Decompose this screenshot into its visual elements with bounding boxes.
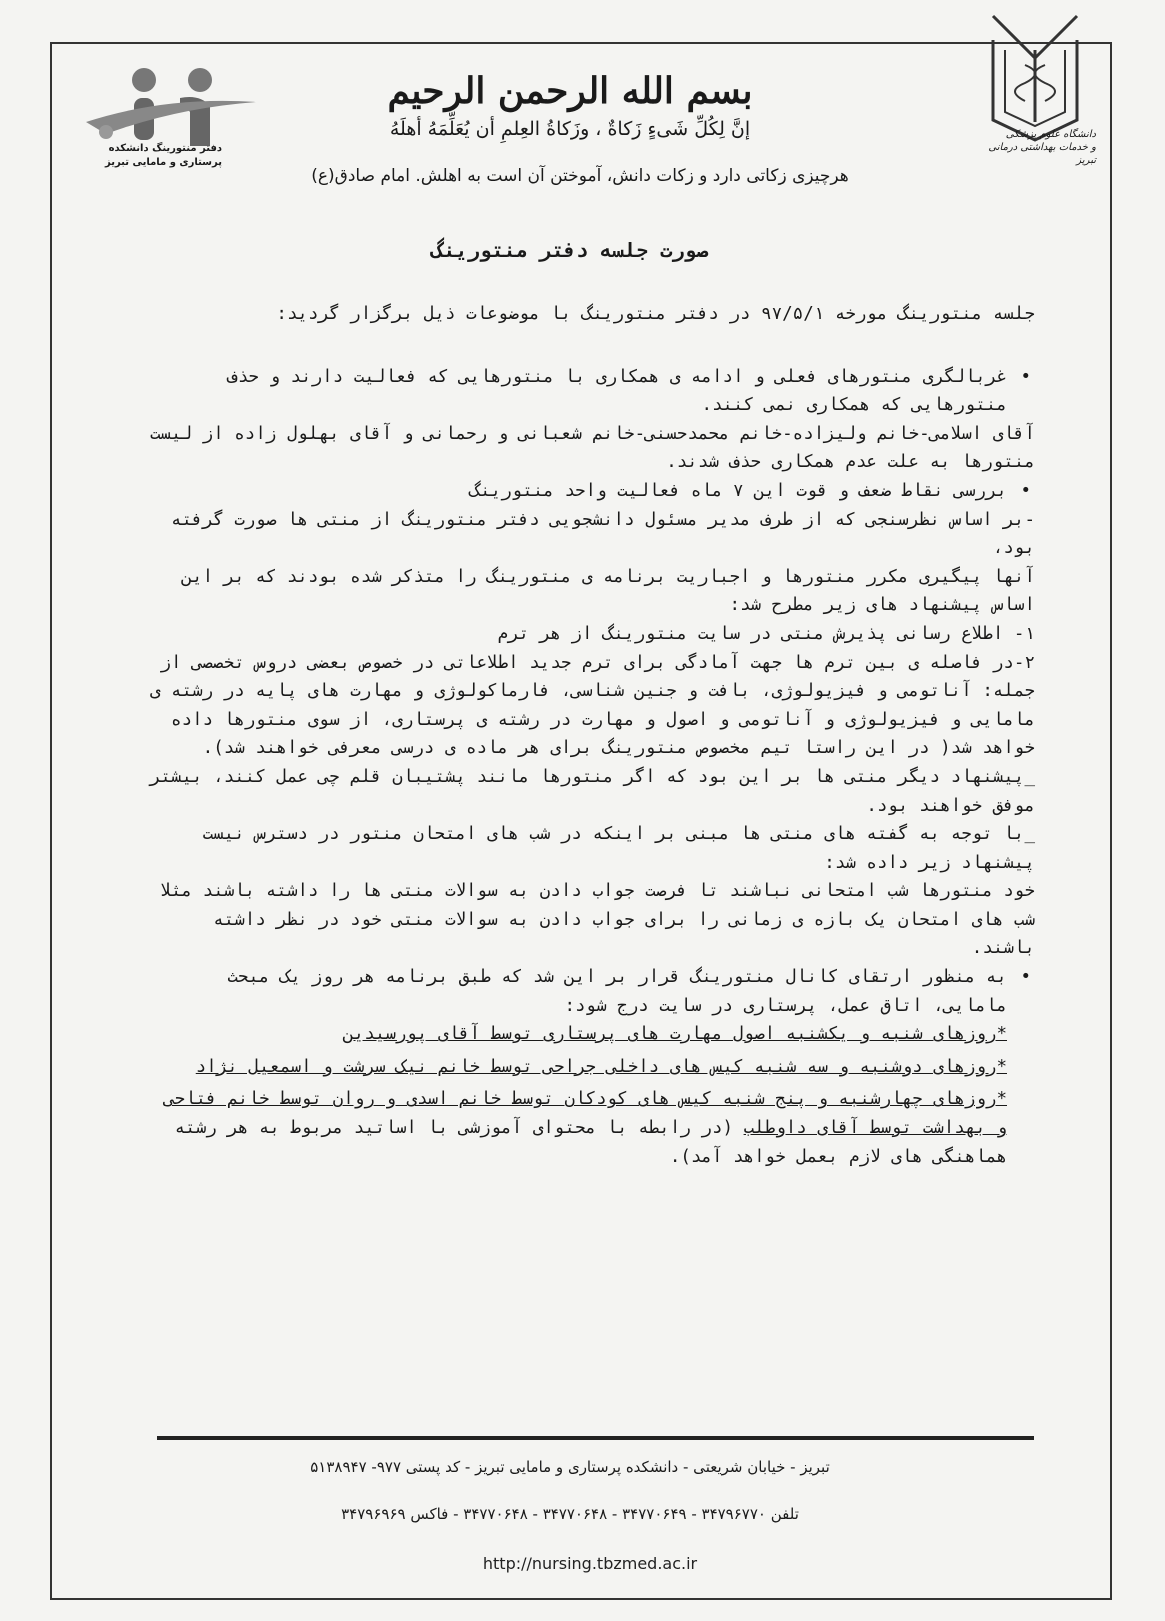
- footer-address: تبریز - خیابان شریعتی - دانشکده پرستاری و مامایی تبریز - کد پستی ۹۷۷- ۵۱۳۸۹۴۷: [310, 1458, 830, 1476]
- footer-website-link[interactable]: http://nursing.tbzmed.ac.ir: [482, 1554, 698, 1573]
- bullet-review-text: بررسی نقاط ضعف و قوت این ۷ ماه فعالیت واحد منتورینگ: [469, 480, 1007, 501]
- schedule-sat-sun: [150, 1020, 1035, 1049]
- document-title: صورت جلسه دفتر منتورینگ: [431, 238, 709, 262]
- university-logo-caption-line2: و خدمات بهداشتی درمانی تبریز: [988, 142, 1096, 166]
- footer-divider: [157, 1436, 1034, 1440]
- schedule-wed-thu-text: *روزهای چهارشنبه و پنج شنبه کیس های کودکان توسط خانم اسدی و روان توسط خانم فتاحی و بهداشت توسط آقای داوطلب: [164, 1089, 1007, 1139]
- suggestion-item-2: ۲-در فاصله ی بین ترم ها جهت آمادگی برای ترم جدید اطلاعاتی در خصوص بعضی دروس تخصصی از جمله: آناتومی و فیزیولوژی، بافت و جنین شناسی، فارماکولوژی و مهارت های پایه در رشته ی مامایی و فیزیولوژی و آناتومی و اصول و مهارت در رشته ی پرستاری، از سوی منتورها داده خواهد شد( در این راستا تیم مخصوص منتورینگ برای هر ماده ی درسی معرفی خواهند شد).: [149, 652, 1035, 759]
- mentoring-logo-caption-line1: دفتر منتورینگ دانشکده: [108, 143, 222, 154]
- hadith-arabic: إنَّ لِکُلِّ شَیءٍ زَکاةٌ ، وزَکاةُ العِلمِ أن یُعَلِّمَهُ أهلَهُ: [389, 118, 751, 140]
- footer-phones: تلفن ۳۴۷۹۶۷۷۰ - ۳۴۷۷۰۶۴۹ - ۳۴۷۷۰۶۴۸ - ۳۴۷۷۰۶۴۸ - فاکس ۳۴۷۹۶۹۶۹: [341, 1505, 799, 1523]
- hadith-persian: هرچیزی زکاتی دارد و زکات دانش، آموختن آن است به اهلش. امام صادق(ع): [311, 166, 849, 186]
- suggestion-backup-paragraph: _پیشنهاد دیگر منتی ها بر این بود که اگر منتورها مانند پشتیبان قلم چی عمل کنند، بیشتر موفق خواهند بود.: [149, 766, 1035, 816]
- bullet-screening-text: غربالگری منتورهای فعلی و ادامه ی همکاری با منتورهایی که فعالیت دارند و حذف منتورهایی که همکاری نمی کنند.: [227, 366, 1007, 416]
- exam-night-paragraph: _با توجه به گفته های منتی ها مبنی بر اینکه در شب های امتحان منتور در دسترس نیست پیشنهاد زیر داده شد:: [202, 824, 1035, 873]
- removed-mentors-note: آقای اسلامی-خانم ولیزاده-خانم محمدحسنی-خانم شعبانی و رحمانی و آقای بهلول زاده از لیست منتورها به علت عدم همکاری حذف شدند.: [149, 423, 1035, 473]
- bullet-channel: [150, 963, 1035, 1020]
- meeting-intro: جلسه منتورینگ مورخه ۹۷/۵/۱ در دفتر منتورینگ با موضوعات ذیل برگزار گردید:: [276, 304, 1035, 324]
- exam-night-suggestion: خود منتورها شب امتحانی نباشند تا فرصت جواب دادن به سوالات منتی ها را داشته باشند مثلا شب های امتحان یک بازه ی زمانی را برای جواب دادن به سوالات منتی خود در نظر داشته باشند.: [160, 881, 1035, 959]
- bullet-review: [150, 477, 1035, 506]
- mentoring-logo-caption: [82, 142, 222, 170]
- schedule-mon-tue: [150, 1053, 1035, 1082]
- bullet-dot: •: [1020, 480, 1031, 501]
- schedule-wed-thu: [150, 1085, 1035, 1171]
- bullet-dot: •: [1020, 967, 1031, 988]
- bullet-dot: •: [1020, 366, 1031, 387]
- document-body: [150, 300, 1035, 1171]
- suggestion-item-1: ۱- اطلاع رسانی پذیرش منتی در سایت منتورینگ از هر ترم: [497, 623, 1035, 644]
- schedule-sat-sun-text: *روزهای شنبه و یکشنبه اصول مهارت های پرستاری توسط آقای پورسیدین: [343, 1024, 1007, 1045]
- bismillah-heading: بسم الله الرحمن الرحیم: [387, 70, 753, 112]
- mentoring-logo-caption-line2: پرستاری و مامایی تبریز: [104, 157, 222, 168]
- followup-paragraph: آنها پیگیری مکرر منتورها و اجباریت برنامه ی منتورینگ را متذکر شده بودند که بر این اساس پیشنهاد های زیر مطرح شد:: [181, 566, 1035, 616]
- university-logo-caption-line1: دانشگاه علوم پزشکی: [1005, 129, 1096, 140]
- university-logo-caption: [968, 128, 1096, 167]
- bullet-screening: [150, 363, 1035, 420]
- schedule-wed-thu-note: (در رابطه با محتوای آموزشی با اساتید مربوط به هر رشته هماهنگی های لازم بعمل خواهد آمد).: [174, 1118, 1007, 1167]
- schedule-mon-tue-text: *روزهای دوشنبه و سه شنبه کیس های داخلی جراحی توسط خانم نیک سرشت و اسمعیل نژاد: [195, 1056, 1007, 1077]
- bullet-channel-text: به منظور ارتقای کانال منتورینگ قرار بر این شد که طبق برنامه هر روز یک مبحث مامایی، اتاق عمل، پرستاری در سایت درج شود:: [227, 967, 1007, 1016]
- survey-paragraph: -بر اساس نظرسنجی که از طرف مدیر مسئول دانشجویی دفتر منتورینگ از منتی ها صورت گرفته بود،: [171, 509, 1035, 559]
